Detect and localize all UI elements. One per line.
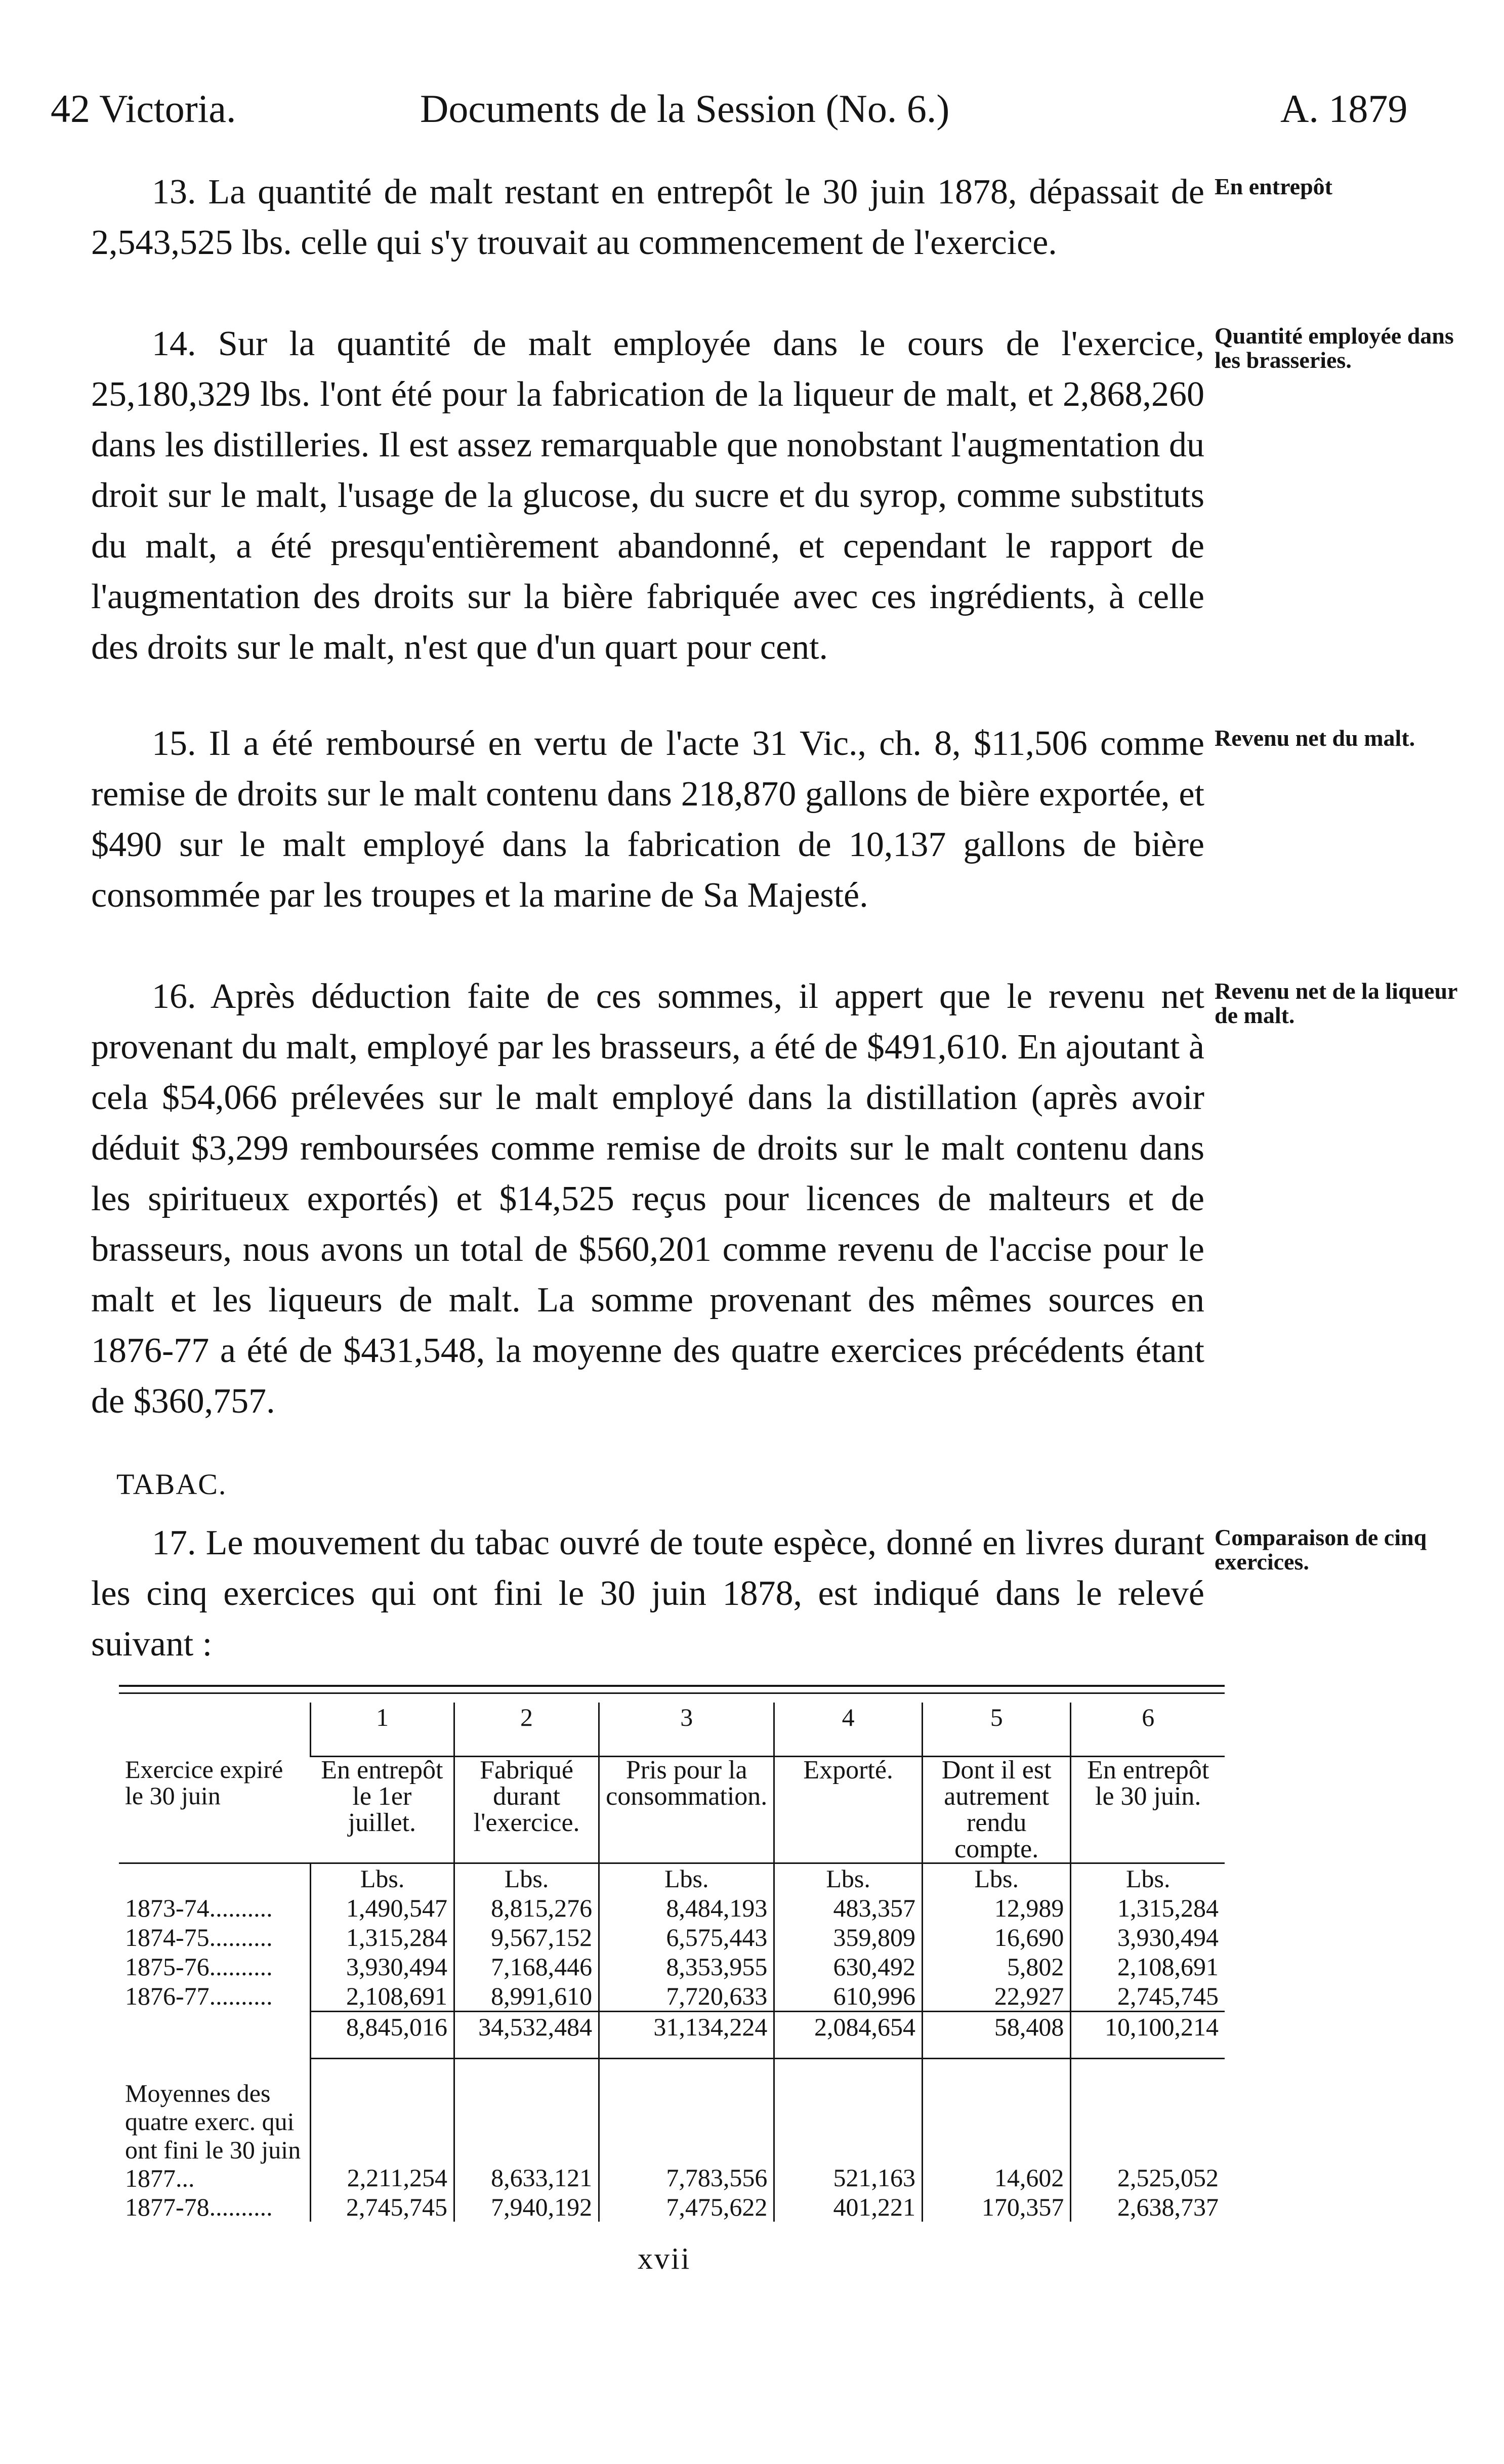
value-cell: 1,315,284 bbox=[311, 1923, 454, 1952]
average-label: Moyennes des quatre exerc. qui ont fini le 30 juin 1877... bbox=[125, 2078, 301, 2192]
average-cell: 14,602 bbox=[922, 2059, 1070, 2192]
value-cell: 2,745,745 bbox=[311, 2192, 454, 2222]
average-cell: 2,211,254 bbox=[311, 2059, 454, 2192]
value-cell: 8,484,193 bbox=[599, 1893, 774, 1923]
value-cell: 2,745,745 bbox=[1071, 1981, 1225, 2012]
value-cell: 7,940,192 bbox=[454, 2192, 599, 2222]
col-label: Exporté. bbox=[774, 1757, 923, 1863]
unit-cell: Lbs. bbox=[454, 1863, 599, 1894]
value-cell: 5,802 bbox=[922, 1952, 1070, 1981]
value-cell: 8,353,955 bbox=[599, 1952, 774, 1981]
value-cell: 170,357 bbox=[922, 2192, 1070, 2222]
year-cell: 1873-74.......... bbox=[125, 1894, 273, 1922]
value-cell: 3,930,494 bbox=[1071, 1923, 1225, 1952]
units-blank bbox=[119, 1863, 311, 1894]
average-cell: 8,633,121 bbox=[454, 2059, 599, 2192]
paragraph-13: 13. La quantité de malt restant en entrepôt le 30 juin 1878, dépassait de 2,543,525 lbs. celle qui s'y trouvait au commencement de l'exercice. bbox=[91, 173, 1204, 262]
value-cell: 7,168,446 bbox=[454, 1952, 599, 1981]
table-number-row bbox=[119, 1703, 1225, 1757]
unit-cell: Lbs. bbox=[311, 1863, 454, 1894]
value-cell: 8,991,610 bbox=[454, 1981, 599, 2012]
margin-note-revenu-malt: Revenu net du malt. bbox=[1215, 725, 1415, 751]
unit-cell: Lbs. bbox=[774, 1863, 923, 1894]
margin-note-entrepot: En entrepôt bbox=[1215, 174, 1332, 199]
col-number: 4 bbox=[774, 1703, 923, 1757]
last-year-row bbox=[119, 2192, 1225, 2222]
value-cell: 2,108,691 bbox=[1071, 1952, 1225, 1981]
value-cell: 3,930,494 bbox=[311, 1952, 454, 1981]
col-label: En entrepôt le 30 juin. bbox=[1071, 1757, 1225, 1863]
value-cell: 483,357 bbox=[774, 1893, 923, 1923]
col-label: En entrepôt le 1er juillet. bbox=[311, 1757, 454, 1863]
value-cell: 610,996 bbox=[774, 1981, 923, 2012]
totals-blank bbox=[119, 2012, 311, 2059]
page-number: xvii bbox=[638, 2242, 691, 2275]
year-cell: 1876-77.......... bbox=[125, 1982, 273, 2010]
table-row bbox=[119, 1981, 1225, 2012]
total-cell: 58,408 bbox=[922, 2012, 1070, 2059]
average-cell: 7,783,556 bbox=[599, 2059, 774, 2192]
col-label: Pris pour la consommation. bbox=[599, 1757, 774, 1863]
value-cell: 359,809 bbox=[774, 1923, 923, 1952]
year-cell: 1875-76.......... bbox=[125, 1952, 273, 1981]
value-cell: 12,989 bbox=[922, 1893, 1070, 1923]
unit-cell: Lbs. bbox=[599, 1863, 774, 1894]
col-number: 3 bbox=[599, 1703, 774, 1757]
value-cell: 2,108,691 bbox=[311, 1981, 454, 2012]
value-cell: 7,720,633 bbox=[599, 1981, 774, 2012]
total-cell: 34,532,484 bbox=[454, 2012, 599, 2059]
total-cell: 8,845,016 bbox=[311, 2012, 454, 2059]
table-top-rule-2 bbox=[119, 1692, 1225, 1694]
section-title: TABAC. bbox=[116, 1468, 227, 1501]
average-row bbox=[119, 2059, 1225, 2192]
value-cell: 630,492 bbox=[774, 1952, 923, 1981]
table-row bbox=[119, 1893, 1225, 1923]
header-center: Documents de la Session (No. 6.) bbox=[420, 87, 950, 131]
header-right: A. 1879 bbox=[1280, 87, 1408, 131]
table-row bbox=[119, 1923, 1225, 1952]
paragraph-17: 17. Le mouvement du tabac ouvré de toute espèce, donné en livres durant les cinq exercices qui ont fini le 30 juin 1878, est indiqué dans le relevé suivant : bbox=[91, 1523, 1204, 1664]
col-number: 6 bbox=[1071, 1703, 1225, 1757]
margin-note-brasseries: Quantité employée dans les brasseries. bbox=[1215, 323, 1454, 373]
table-top-rule bbox=[119, 1685, 1225, 1687]
col-number: 2 bbox=[454, 1703, 599, 1757]
value-cell: 9,567,152 bbox=[454, 1923, 599, 1952]
header-left: 42 Victoria. bbox=[51, 87, 236, 131]
value-cell: 1,490,547 bbox=[311, 1893, 454, 1923]
value-cell: 6,575,443 bbox=[599, 1923, 774, 1952]
paragraph-14: 14. Sur la quantité de malt employée dans le cours de l'exercice, 25,180,329 lbs. l'ont été pour la fabrication de la liqueur de malt, et 2,868,260 dans les distilleries. Il est assez remarquable que nonobstant l'augmentation du droit sur le malt, l'usage de la glucose, du sucre et du syrop, comme substituts du malt, a été presqu'entièrement abandonné, et cependant le rapport de l'augmentation des droits sur la bière fabriquée avec ces ingrédients, à celle des droits sur le malt, n'est que d'un quart pour cent. bbox=[91, 324, 1204, 667]
header-exercice: Exercice expiré le 30 juin bbox=[119, 1703, 311, 1863]
value-cell: 2,638,737 bbox=[1071, 2192, 1225, 2222]
unit-cell: Lbs. bbox=[922, 1863, 1070, 1894]
average-cell: 2,525,052 bbox=[1071, 2059, 1225, 2192]
total-cell: 10,100,214 bbox=[1071, 2012, 1225, 2059]
total-cell: 31,134,224 bbox=[599, 2012, 774, 2059]
col-label: Dont il est autrement rendu compte. bbox=[922, 1757, 1070, 1863]
margin-note-revenu-liqueur: Revenu net de la liqueur de malt. bbox=[1215, 978, 1457, 1028]
units-row bbox=[119, 1863, 1225, 1894]
col-number: 5 bbox=[922, 1703, 1070, 1757]
value-cell: 8,815,276 bbox=[454, 1893, 599, 1923]
last-year-cell: 1877-78.......... bbox=[125, 2192, 273, 2221]
value-cell: 16,690 bbox=[922, 1923, 1070, 1952]
value-cell: 1,315,284 bbox=[1071, 1893, 1225, 1923]
paragraph-15: 15. Il a été remboursé en vertu de l'acte 31 Vic., ch. 8, $11,506 comme remise de droits sur le malt contenu dans 218,870 gallons de bière exportée, et $490 sur le malt employé dans la fabrication de 10,137 gallons de bière consommée par les troupes et la marine de Sa Majesté. bbox=[91, 724, 1204, 915]
total-cell: 2,084,654 bbox=[774, 2012, 923, 2059]
value-cell: 401,221 bbox=[774, 2192, 923, 2222]
unit-cell: Lbs. bbox=[1071, 1863, 1225, 1894]
value-cell: 7,475,622 bbox=[599, 2192, 774, 2222]
table-row bbox=[119, 1952, 1225, 1981]
paragraph-16: 16. Après déduction faite de ces sommes, il appert que le revenu net provenant du malt, employé par les brasseurs, a été de $491,610. En ajoutant à cela $54,066 prélevées sur le malt employé dans la distillation (après avoir déduit $3,299 remboursées comme remise de droits sur le malt contenu dans les spiritueux exportés) et $14,525 reçus pour licences de malteurs et de brasseurs, nous avons un total de $560,201 comme revenu de l'accise pour le malt et les liqueurs de malt. La somme provenant des mêmes sources en 1876-77 a été de $431,548, la moyenne des quatre exercices précédents étant de $360,757. bbox=[91, 977, 1204, 1421]
tobacco-table bbox=[119, 1703, 1225, 2222]
col-label: Fabriqué durant l'exercice. bbox=[454, 1757, 599, 1863]
col-number: 1 bbox=[311, 1703, 454, 1757]
totals-row bbox=[119, 2012, 1225, 2059]
average-cell: 521,163 bbox=[774, 2059, 923, 2192]
margin-note-comparaison: Comparaison de cinq exercices. bbox=[1215, 1524, 1427, 1575]
year-cell: 1874-75.......... bbox=[125, 1923, 273, 1951]
value-cell: 22,927 bbox=[922, 1981, 1070, 2012]
